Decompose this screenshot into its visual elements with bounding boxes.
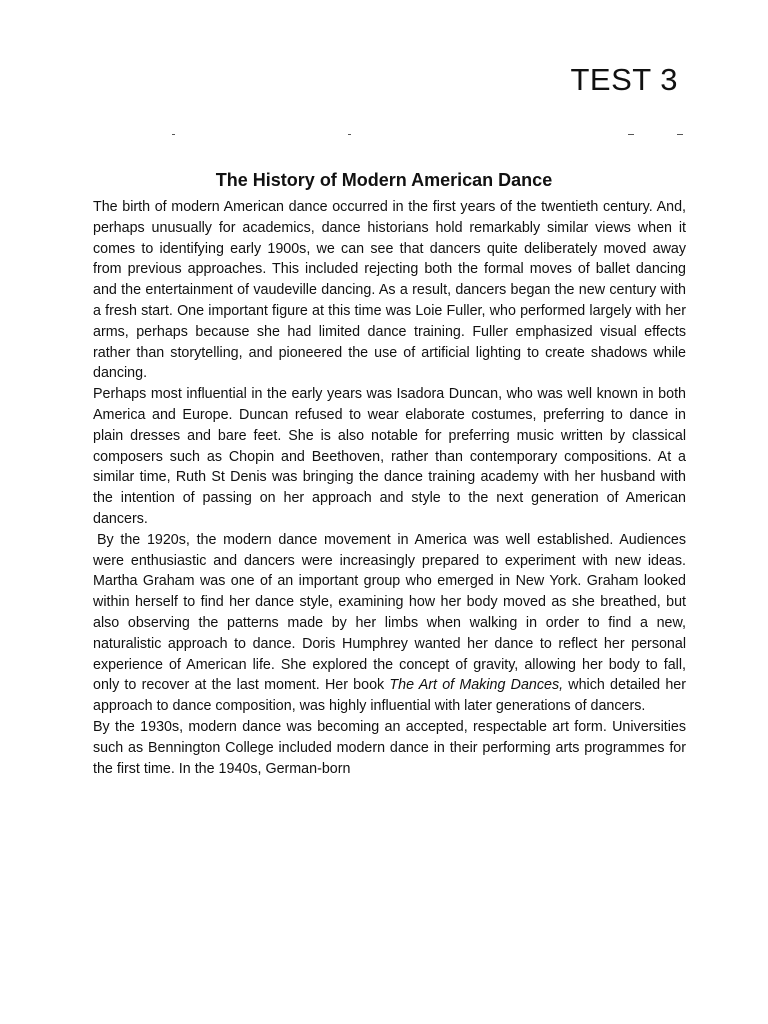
scan-mark xyxy=(677,134,683,135)
test-number-header: TEST 3 xyxy=(570,62,678,97)
article-body xyxy=(93,197,686,779)
document-title: The History of Modern American Dance xyxy=(215,170,553,191)
scan-mark xyxy=(628,134,634,135)
paragraph-3 xyxy=(93,530,686,717)
paragraph-4: By the 1930s, modern dance was becoming an accepted, respectable art form. Universities such as Bennington College included modern dance in their performing arts programmes for the first time. In the 1940s, German-born xyxy=(93,718,686,777)
paragraph-3-text-start: By the 1920s, the modern dance movement in America was well established. Audiences were enthusiastic and dancers were increasingly prepared to experiment with new ideas. Martha Graham was one of an important group who emerged in New York. Graham looked within herself to find her dance style, examining how her body moved as she breathed, but also observing the patterns made by her limbs when walking in order to find a new, naturalistic approach to dance. Doris Humphrey wanted her dance to reflect her personal experience of American life. She explored the concept of gravity, allowing her body to fall, only to recover at the last moment. Her book xyxy=(93,531,686,694)
scan-mark xyxy=(348,134,351,135)
scan-mark xyxy=(172,134,175,135)
paragraph-1: The birth of modern American dance occurred in the first years of the twentieth century. And, perhaps unusually for academics, dance historians hold remarkably similar views when it comes to identifying early 1900s, we can see that dancers quite deliberately moved away from previous approaches. This included rejecting both the formal moves of ballet dancing and the entertainment of vaudeville dancing. As a result, dancers began the new century with a fresh start. One important figure at this time was Loie Fuller, who performed largely with her arms, perhaps because she had limited dance training. Fuller emphasized visual effects rather than storytelling, and pioneered the use of artificial lighting to create shadows while dancing. xyxy=(93,199,686,382)
paragraph-2: Perhaps most influential in the early years was Isadora Duncan, who was well known in both America and Europe. Duncan refused to wear elaborate costumes, preferring to dance in plain dresses and bare feet. She is also notable for preferring music written by classical composers such as Chopin and Beethoven, rather than contemporary compositions. At a similar time, Ruth St Denis was bringing the dance training academy with her husband with the intention of passing on her approach and style to the next generation of American dancers. xyxy=(93,386,686,527)
book-title: The Art of Making Dances, xyxy=(389,677,564,694)
paragraph-3-text-end: which detailed her approach to dance composition, was highly influential with later generations of dancers. xyxy=(93,677,686,715)
